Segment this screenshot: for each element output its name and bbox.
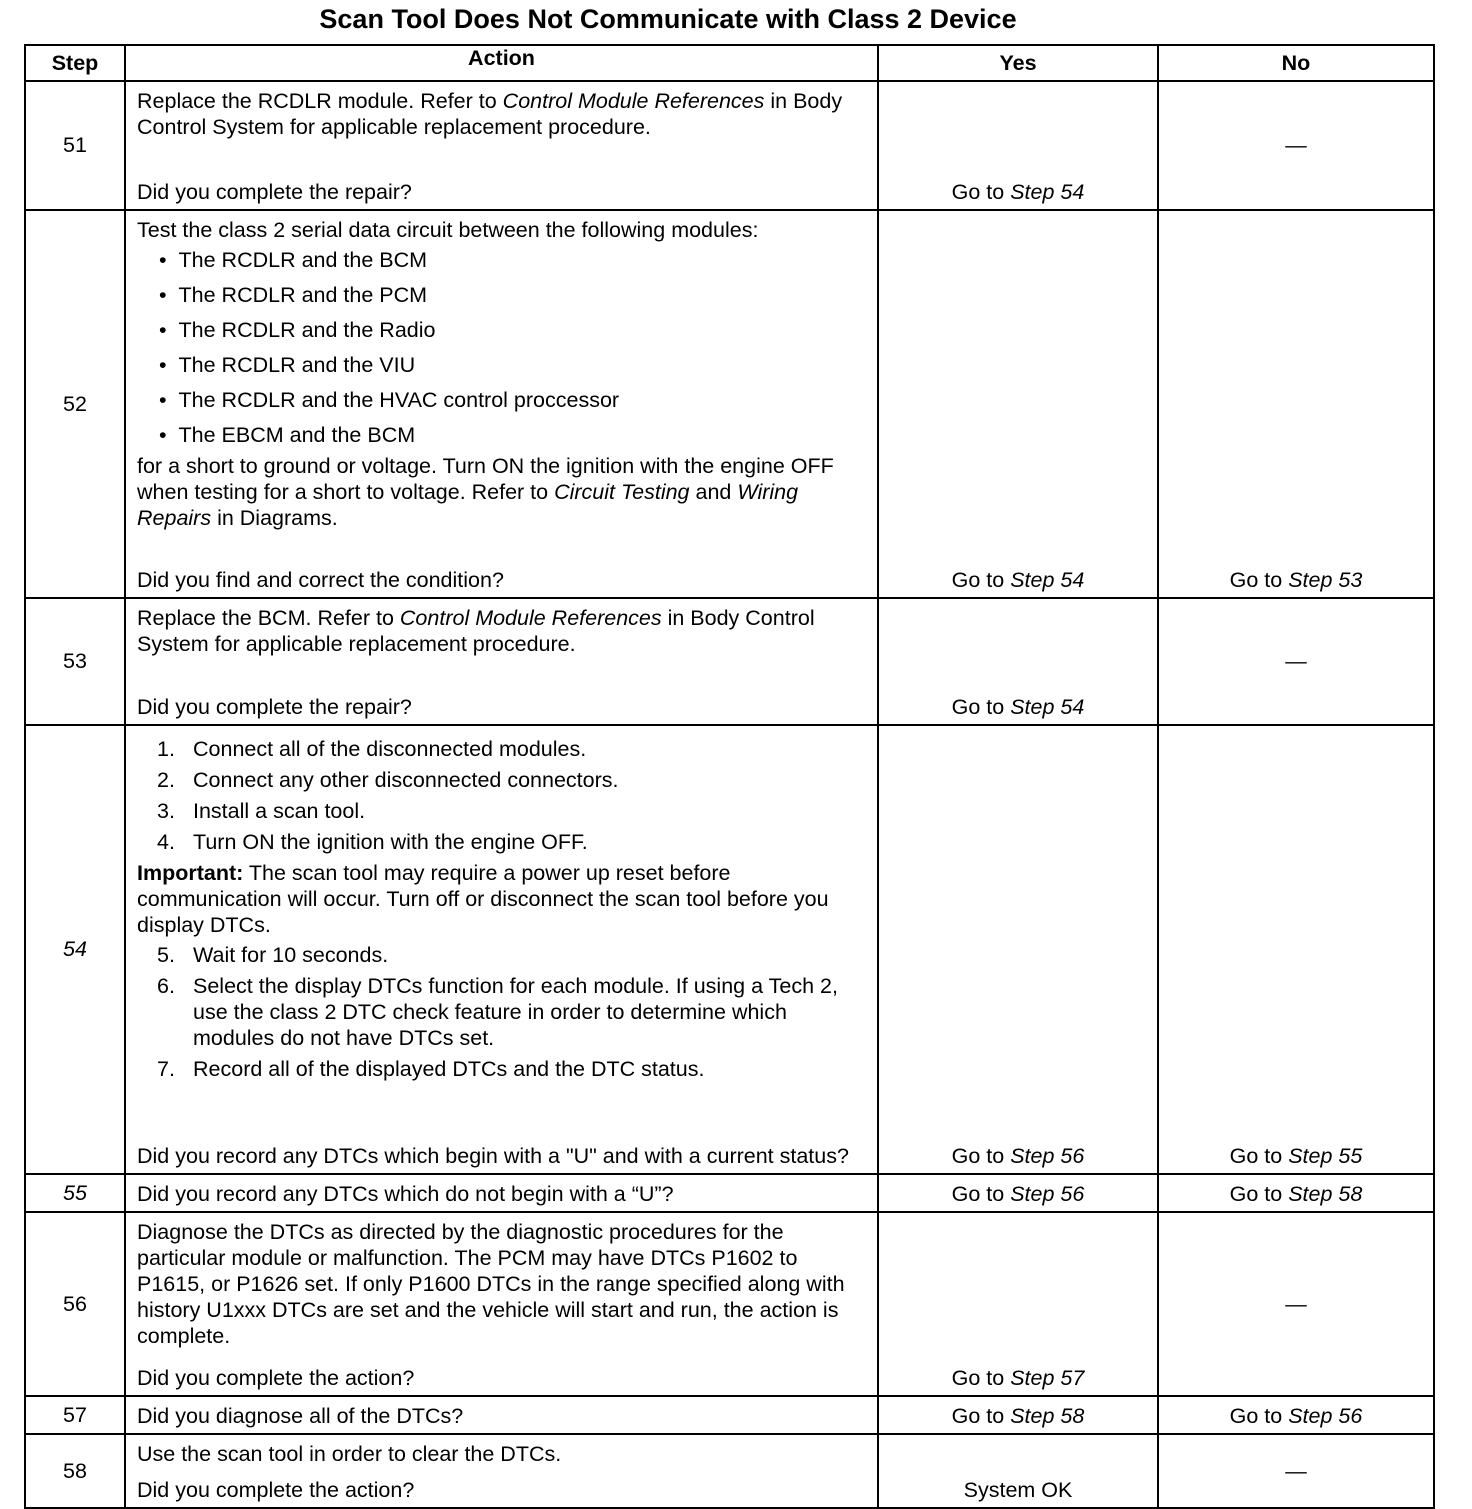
reference-text: Circuit Testing	[554, 480, 690, 504]
numbered-list	[137, 732, 867, 860]
no-cell	[1158, 210, 1434, 598]
emphasis-text: Important:	[137, 861, 244, 885]
goto-text: Go to	[951, 1182, 1011, 1206]
yes-cell	[878, 725, 1158, 1174]
yes-cell	[878, 1396, 1158, 1434]
step-link[interactable]: Step 55	[1288, 1144, 1363, 1168]
bullet-item: • The RCDLR and the PCM	[159, 278, 867, 313]
bullet-item: • The RCDLR and the HVAC control proccessor	[159, 383, 867, 418]
text-span: in Diagrams.	[211, 506, 338, 530]
step-link[interactable]: Step 53	[1288, 568, 1363, 592]
result-text: System OK	[963, 1478, 1073, 1502]
item-text: Connect any other disconnected connectors.	[193, 768, 619, 792]
action-content	[126, 726, 877, 1173]
item-text: Connect all of the disconnected modules.	[193, 737, 587, 761]
action-cell	[125, 598, 878, 725]
goto-text: Go to	[1229, 1404, 1289, 1428]
step-link[interactable]: Step 58	[1288, 1182, 1363, 1206]
action-paragraph	[137, 453, 867, 531]
yes-cell	[878, 598, 1158, 725]
text-span: Did you complete the action?	[137, 1478, 415, 1502]
goto-text: Go to	[951, 180, 1011, 204]
bullet-item: • The RCDLR and the BCM	[159, 243, 867, 278]
no-cell	[1158, 1174, 1434, 1212]
question-text	[137, 567, 867, 593]
no-cell	[1158, 1212, 1434, 1396]
header-no: No	[1158, 45, 1434, 81]
item-number: 2.	[157, 768, 175, 792]
action-content	[126, 82, 877, 209]
numbered-item	[157, 798, 867, 824]
bullet-item: • The RCDLR and the Radio	[159, 313, 867, 348]
item-text: Wait for 10 seconds.	[193, 943, 389, 967]
table-row	[25, 1396, 1434, 1434]
yes-cell	[878, 1174, 1158, 1212]
action-paragraph	[137, 88, 867, 140]
item-number: 6.	[157, 974, 175, 998]
action-paragraph	[137, 217, 867, 243]
text-span: Did you diagnose all of the DTCs?	[137, 1404, 464, 1428]
text-span: Did you record any DTCs which do not begin with a “U”?	[137, 1182, 674, 1206]
action-content	[126, 599, 877, 724]
action-paragraph	[137, 605, 867, 657]
text-span: Test the class 2 serial data circuit between the following modules:	[137, 218, 759, 242]
no-cell	[1158, 598, 1434, 725]
action-paragraph	[137, 860, 867, 938]
text-span: Did you record any DTCs which begin with a "U" and with a current status?	[137, 1144, 849, 1168]
no-cell	[1158, 81, 1434, 210]
goto-text: Go to	[1229, 1144, 1289, 1168]
goto-text: Go to	[1229, 568, 1289, 592]
step-number: 55	[25, 1174, 125, 1212]
text-span: and	[689, 480, 738, 504]
table-row	[25, 598, 1434, 725]
step-number: 57	[25, 1396, 125, 1434]
bullet-item: • The EBCM and the BCM	[159, 418, 867, 453]
action-cell	[125, 1396, 878, 1434]
action-paragraph	[137, 1441, 867, 1467]
bullet-item: • The RCDLR and the VIU	[159, 348, 867, 383]
step-number: 53	[25, 598, 125, 725]
goto-text: Go to	[951, 1404, 1011, 1428]
text-span: Did you find and correct the condition?	[137, 568, 504, 592]
action-cell	[125, 81, 878, 210]
item-text: Select the display DTCs function for each module. If using a Tech 2, use the class 2 DTC check feature in order to determine which modules do not have DTCs set.	[193, 974, 838, 1050]
no-cell	[1158, 1434, 1434, 1508]
action-content	[126, 1397, 877, 1433]
reference-text: Control Module References	[502, 89, 765, 113]
item-text: Record all of the displayed DTCs and the DTC status.	[193, 1057, 705, 1081]
dash-text: —	[1285, 649, 1307, 673]
step-link[interactable]: Step 58	[1010, 1404, 1085, 1428]
table-row	[25, 81, 1434, 210]
question-text	[137, 1403, 867, 1429]
text-span: Did you complete the action?	[137, 1366, 415, 1390]
header-yes: Yes	[878, 45, 1158, 81]
goto-text: Go to	[951, 1366, 1011, 1390]
step-link[interactable]: Step 56	[1010, 1144, 1085, 1168]
goto-text: Go to	[951, 695, 1011, 719]
item-number: 7.	[157, 1057, 175, 1081]
action-cell	[125, 210, 878, 598]
action-content	[126, 1175, 877, 1211]
step-number: 52	[25, 210, 125, 598]
table-row	[25, 1212, 1434, 1396]
no-cell	[1158, 1396, 1434, 1434]
question-text	[137, 694, 867, 720]
reference-text: Wiring Repairs	[137, 480, 799, 530]
dash-text: —	[1285, 1291, 1307, 1316]
text-span: Did you complete the repair?	[137, 695, 412, 719]
no-cell	[1158, 725, 1434, 1174]
dash-text: —	[1285, 133, 1307, 157]
text-span: Did you complete the repair?	[137, 180, 412, 204]
table-row	[25, 1174, 1434, 1212]
goto-text: Go to	[1229, 1182, 1289, 1206]
text-span: The scan tool may require a power up reset before communication will occur. Turn off or disconnect the scan tool before you display DTCs.	[137, 861, 829, 937]
yes-cell	[878, 210, 1158, 598]
text-span: Diagnose the DTCs as directed by the diagnostic procedures for the particular module or malfunction. The PCM may have DTCs P1602 to P1615, or P1626 set. If only P1600 DTCs in the range specified along with history U1xxx DTCs are set and the vehicle will start and run, the action is complete.	[137, 1220, 845, 1348]
step-number: 56	[25, 1212, 125, 1396]
yes-cell	[878, 81, 1158, 210]
step-number: 54	[25, 725, 125, 1174]
item-text: Install a scan tool.	[193, 799, 366, 823]
table-row	[25, 725, 1434, 1174]
action-cell	[125, 1212, 878, 1396]
question-text	[137, 1181, 867, 1207]
numbered-item	[157, 942, 867, 968]
header-step: Step	[25, 45, 125, 81]
step-number: 51	[25, 81, 125, 210]
item-number: 4.	[157, 830, 175, 854]
text-span: Replace the RCDLR module. Refer to	[137, 89, 503, 113]
question-text	[137, 1365, 867, 1391]
question-text	[137, 1477, 867, 1503]
item-number: 3.	[157, 799, 175, 823]
page-title: Scan Tool Does Not Communicate with Class 2 Device	[319, 4, 1017, 34]
step-link[interactable]: Step 54	[1010, 180, 1085, 204]
header-action: Action	[125, 45, 878, 81]
numbered-item	[157, 829, 867, 855]
goto-text: Go to	[951, 568, 1011, 592]
step-link[interactable]: Step 56	[1010, 1182, 1085, 1206]
question-text	[137, 179, 867, 205]
step-number: 58	[25, 1434, 125, 1508]
numbered-item	[157, 973, 867, 1051]
action-cell	[125, 1434, 878, 1508]
numbered-list	[137, 938, 867, 1087]
bullet-list	[137, 243, 867, 453]
numbered-item	[157, 1056, 867, 1082]
action-content	[126, 211, 877, 597]
text-span: in Body Control System for applicable replacement procedure.	[137, 89, 843, 139]
yes-cell	[878, 1434, 1158, 1508]
text-span: for a short to ground or voltage. Turn ON the ignition with the engine OFF when testing for a short to voltage. Refer to	[137, 454, 834, 504]
table-header-row	[25, 45, 1434, 81]
dash-text: —	[1285, 1458, 1307, 1483]
numbered-item	[157, 736, 867, 762]
step-link[interactable]: Step 56	[1288, 1404, 1363, 1428]
action-cell	[125, 725, 878, 1174]
item-number: 1.	[157, 737, 175, 761]
numbered-item	[157, 767, 867, 793]
item-text: Turn ON the ignition with the engine OFF.	[193, 830, 588, 854]
step-link[interactable]: Step 54	[1010, 695, 1085, 719]
action-content	[126, 1435, 877, 1507]
reference-text: Control Module References	[399, 606, 662, 630]
item-number: 5.	[157, 943, 175, 967]
table-row	[25, 210, 1434, 598]
text-span: in Body Control System for applicable replacement procedure.	[137, 606, 815, 656]
step-link[interactable]: Step 54	[1010, 568, 1085, 592]
text-span: Use the scan tool in order to clear the DTCs.	[137, 1442, 562, 1466]
action-cell	[125, 1174, 878, 1212]
question-text	[137, 1143, 867, 1169]
action-paragraph	[137, 1219, 867, 1349]
diagnostic-table	[24, 44, 1435, 1509]
yes-cell	[878, 1212, 1158, 1396]
action-content	[126, 1213, 877, 1395]
step-link[interactable]: Step 57	[1010, 1366, 1085, 1390]
table-body	[25, 81, 1434, 1508]
text-span: Replace the BCM. Refer to	[137, 606, 400, 630]
table-row	[25, 1434, 1434, 1508]
goto-text: Go to	[951, 1144, 1011, 1168]
